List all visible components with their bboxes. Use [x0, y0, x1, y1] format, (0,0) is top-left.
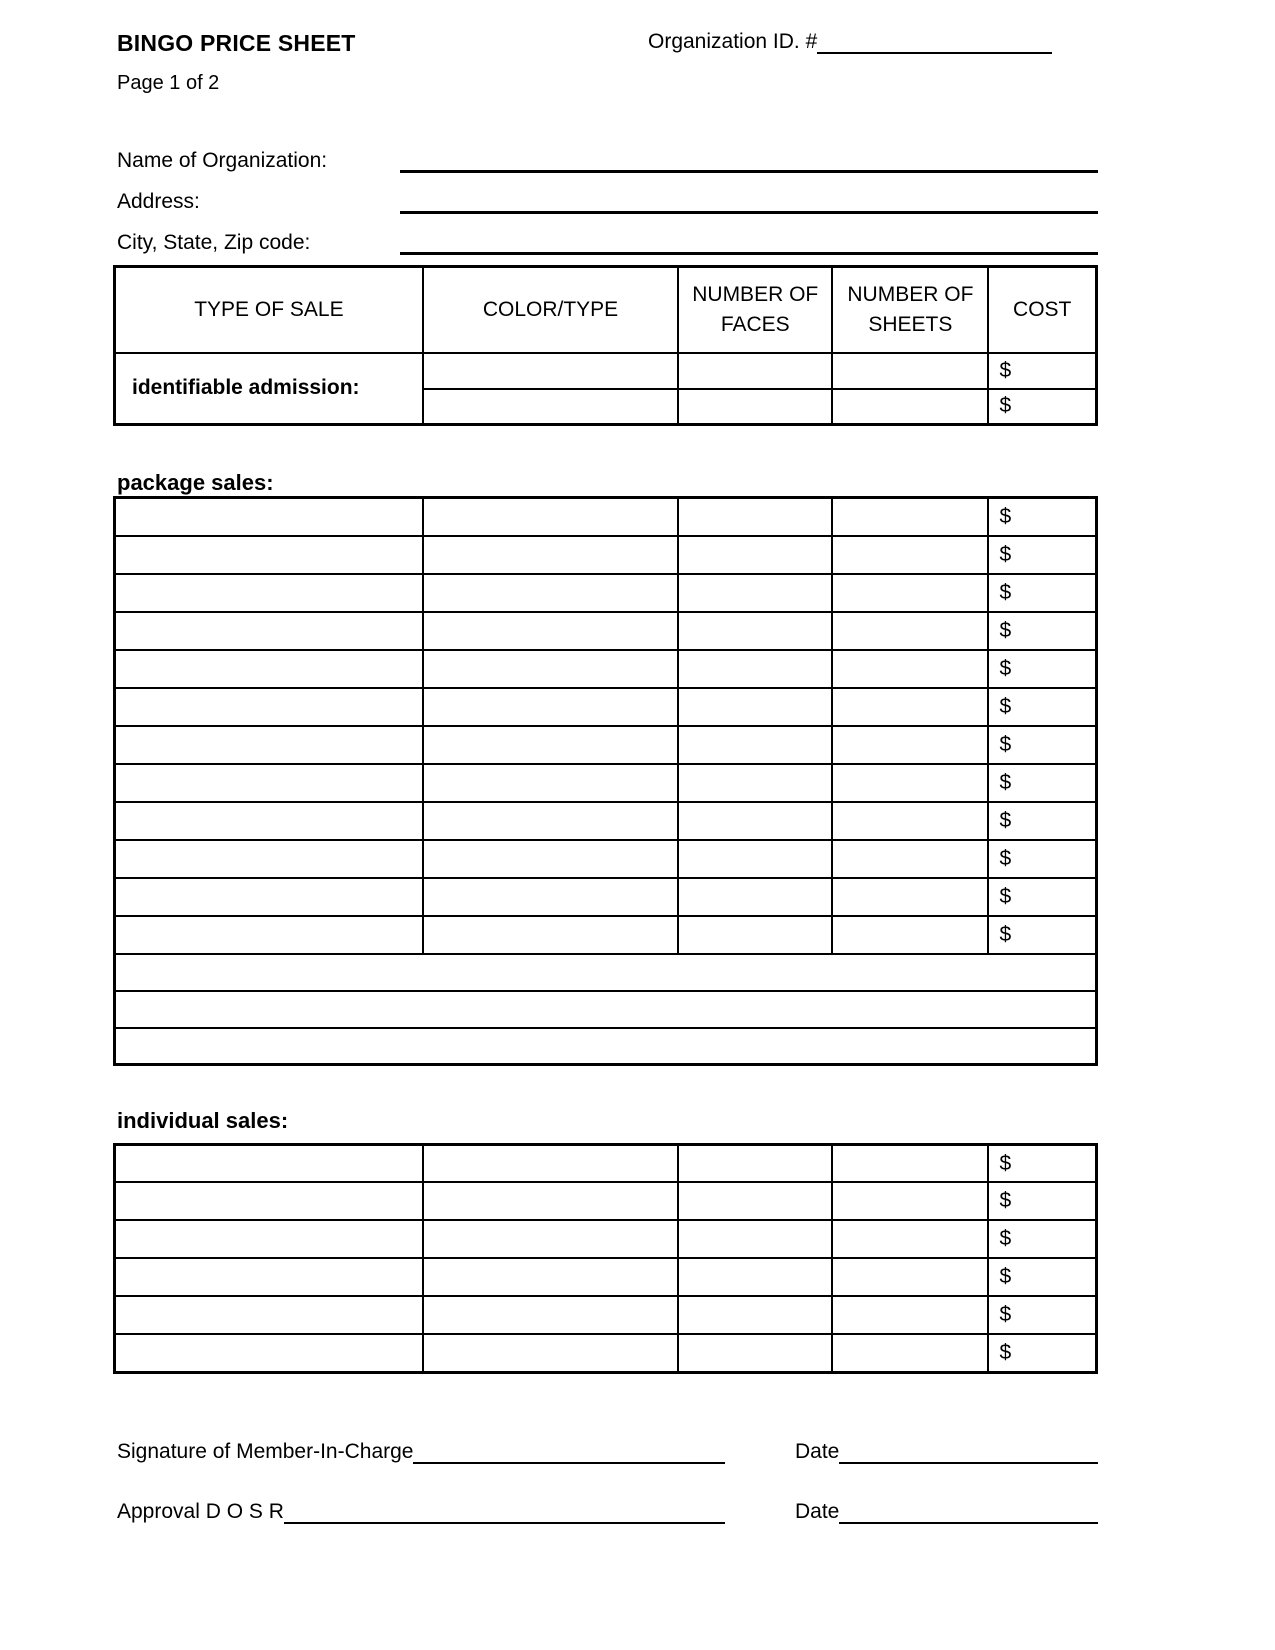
organization-id-label: Organization ID. # [648, 30, 818, 53]
faces-cell[interactable] [678, 764, 832, 802]
faces-cell[interactable] [678, 650, 832, 688]
cost-cell[interactable] [988, 498, 1096, 536]
color-type-cell[interactable] [423, 726, 678, 764]
approval-group [113, 1500, 725, 1524]
currency-symbol: $ [999, 1151, 1012, 1175]
color-type-cell[interactable] [423, 878, 678, 916]
cost-cell[interactable] [988, 353, 1096, 389]
cost-cell[interactable] [988, 802, 1096, 840]
faces-cell[interactable] [678, 1144, 832, 1182]
color-type-cell[interactable] [423, 1144, 678, 1182]
approval-date-group [795, 1500, 1098, 1524]
cost-cell[interactable] [988, 688, 1096, 726]
sheets-cell[interactable] [832, 650, 988, 688]
currency-symbol: $ [999, 884, 1012, 908]
type-of-sale-cell[interactable] [115, 916, 423, 954]
color-type-cell[interactable] [423, 612, 678, 650]
color-type-cell[interactable] [423, 536, 678, 574]
type-of-sale-cell[interactable] [115, 688, 423, 726]
faces-cell[interactable] [678, 1258, 832, 1296]
currency-symbol: $ [999, 770, 1012, 794]
color-type-cell[interactable] [423, 1220, 678, 1258]
identifiable-admission-label-cell [115, 353, 423, 425]
faces-cell[interactable] [678, 1220, 832, 1258]
field-label-address: Address: [117, 190, 200, 213]
currency-symbol: $ [999, 580, 1012, 604]
currency-symbol: $ [999, 358, 1012, 382]
note-cell[interactable] [115, 1028, 1097, 1065]
table-row [115, 1334, 1097, 1372]
signature-group [113, 1440, 725, 1464]
table-row [115, 650, 1097, 688]
sheets-cell[interactable] [832, 1144, 988, 1182]
faces-cell[interactable] [678, 878, 832, 916]
table-row [115, 916, 1097, 954]
sheets-cell[interactable] [832, 612, 988, 650]
header-number-of-sheets: NUMBER OF SHEETS [832, 267, 988, 353]
admission-table [113, 265, 1098, 426]
table-row [115, 353, 1097, 389]
table-row [115, 764, 1097, 802]
field-row-address [113, 173, 1098, 214]
table-row [115, 726, 1097, 764]
field-label-city-state-zip: City, State, Zip code: [117, 231, 311, 254]
currency-symbol: $ [999, 618, 1012, 642]
faces-cell[interactable] [678, 574, 832, 612]
color-type-cell[interactable] [423, 498, 678, 536]
faces-cell[interactable] [678, 1334, 832, 1372]
sheets-cell[interactable] [832, 1258, 988, 1296]
color-type-cell[interactable] [423, 650, 678, 688]
color-type-cell[interactable] [423, 1296, 678, 1334]
color-type-cell[interactable] [423, 574, 678, 612]
color-type-cell[interactable] [423, 353, 678, 389]
cost-cell[interactable] [988, 916, 1096, 954]
sheets-cell[interactable] [832, 1334, 988, 1372]
table-row [115, 840, 1097, 878]
package-sales-table [113, 496, 1098, 1066]
organization-id-line[interactable] [817, 30, 1052, 54]
color-type-cell[interactable] [423, 916, 678, 954]
cost-cell[interactable] [988, 1296, 1096, 1334]
approval-label: Approval D O S R [117, 1499, 284, 1523]
table-row [115, 991, 1097, 1028]
sheets-cell[interactable] [832, 1220, 988, 1258]
color-type-cell[interactable] [423, 1334, 678, 1372]
note-cell[interactable] [115, 991, 1097, 1028]
type-of-sale-cell[interactable] [115, 650, 423, 688]
signature-date-line[interactable] [839, 1440, 1098, 1464]
type-of-sale-cell[interactable] [115, 536, 423, 574]
cost-cell[interactable] [988, 1258, 1096, 1296]
sheets-cell[interactable] [832, 840, 988, 878]
sheets-cell[interactable] [832, 498, 988, 536]
cost-cell[interactable] [988, 764, 1096, 802]
cost-cell[interactable] [988, 536, 1096, 574]
currency-symbol: $ [999, 1341, 1012, 1365]
table-row [115, 498, 1097, 536]
color-type-cell[interactable] [423, 1182, 678, 1220]
table-row [115, 688, 1097, 726]
note-cell[interactable] [115, 954, 1097, 991]
type-of-sale-cell[interactable] [115, 498, 423, 536]
cost-cell[interactable] [988, 840, 1096, 878]
sheets-cell[interactable] [832, 802, 988, 840]
sheets-cell[interactable] [832, 353, 988, 389]
faces-cell[interactable] [678, 840, 832, 878]
table-row [115, 1258, 1097, 1296]
currency-symbol: $ [999, 1189, 1012, 1213]
date-label: Date [795, 1439, 840, 1463]
cost-cell[interactable] [988, 389, 1096, 425]
field-label-name-of-organization: Name of Organization: [117, 149, 328, 172]
sheets-cell[interactable] [832, 1296, 988, 1334]
field-row-city-state-zip [113, 214, 1098, 255]
header-type-of-sale: TYPE OF SALE [115, 267, 423, 353]
organization-id [648, 30, 1052, 54]
date-label: Date [795, 1499, 840, 1523]
type-of-sale-cell[interactable] [115, 802, 423, 840]
faces-cell[interactable] [678, 726, 832, 764]
type-of-sale-cell[interactable] [115, 1334, 423, 1372]
signature-label: Signature of Member-In-Charge [117, 1439, 414, 1463]
currency-symbol: $ [999, 808, 1012, 832]
faces-cell[interactable] [678, 612, 832, 650]
currency-symbol: $ [999, 732, 1012, 756]
field-line-name-of-organization[interactable] [400, 132, 1098, 173]
signature-row [113, 1436, 1098, 1464]
approval-line[interactable] [284, 1500, 725, 1524]
page-title: BINGO PRICE SHEET [117, 30, 356, 56]
page-number: Page 1 of 2 [117, 72, 220, 94]
color-type-cell[interactable] [423, 389, 678, 425]
cost-cell[interactable] [988, 1220, 1096, 1258]
sheets-cell[interactable] [832, 1182, 988, 1220]
cost-cell[interactable] [988, 574, 1096, 612]
sheets-cell[interactable] [832, 764, 988, 802]
sheets-cell[interactable] [832, 389, 988, 425]
type-of-sale-cell[interactable] [115, 612, 423, 650]
type-of-sale-cell[interactable] [115, 1220, 423, 1258]
faces-cell[interactable] [678, 688, 832, 726]
cost-cell[interactable] [988, 1144, 1096, 1182]
type-of-sale-cell[interactable] [115, 574, 423, 612]
type-of-sale-cell[interactable] [115, 764, 423, 802]
color-type-cell[interactable] [423, 802, 678, 840]
type-of-sale-cell[interactable] [115, 840, 423, 878]
color-type-cell[interactable] [423, 688, 678, 726]
approval-row [113, 1496, 1098, 1524]
identifiable-admission-label: identifiable admission: [132, 376, 360, 400]
currency-symbol: $ [999, 656, 1012, 680]
header [113, 30, 1098, 60]
header-color-type: COLOR/TYPE [423, 267, 678, 353]
table-row [115, 1144, 1097, 1182]
approval-date-line[interactable] [839, 1500, 1098, 1524]
signature-date-group [795, 1440, 1098, 1464]
color-type-cell[interactable] [423, 1258, 678, 1296]
table-row [115, 1182, 1097, 1220]
type-of-sale-cell[interactable] [115, 1296, 423, 1334]
currency-symbol: $ [999, 694, 1012, 718]
faces-cell[interactable] [678, 1182, 832, 1220]
cost-cell[interactable] [988, 1182, 1096, 1220]
color-type-cell[interactable] [423, 764, 678, 802]
cost-cell[interactable] [988, 726, 1096, 764]
faces-cell[interactable] [678, 536, 832, 574]
currency-symbol: $ [999, 846, 1012, 870]
type-of-sale-cell[interactable] [115, 1182, 423, 1220]
header-cost: COST [988, 267, 1096, 353]
individual-sales-table [113, 1143, 1098, 1374]
currency-symbol: $ [999, 922, 1012, 946]
package-sales-label: package sales: [117, 470, 274, 495]
table-row [115, 878, 1097, 916]
cost-cell[interactable] [988, 650, 1096, 688]
individual-sales-label: individual sales: [117, 1108, 289, 1134]
faces-cell[interactable] [678, 916, 832, 954]
faces-cell[interactable] [678, 1296, 832, 1334]
type-of-sale-cell[interactable] [115, 1258, 423, 1296]
signature-line[interactable] [413, 1440, 725, 1464]
color-type-cell[interactable] [423, 840, 678, 878]
field-row-name [113, 132, 1098, 173]
table-row [115, 574, 1097, 612]
type-of-sale-cell[interactable] [115, 1144, 423, 1182]
faces-cell[interactable] [678, 802, 832, 840]
currency-symbol: $ [999, 505, 1012, 529]
sheets-cell[interactable] [832, 878, 988, 916]
table-row [115, 536, 1097, 574]
faces-cell[interactable] [678, 389, 832, 425]
table-row [115, 1028, 1097, 1065]
field-line-address[interactable] [400, 173, 1098, 214]
sheets-cell[interactable] [832, 688, 988, 726]
table-row [115, 1220, 1097, 1258]
type-of-sale-cell[interactable] [115, 878, 423, 916]
sheets-cell[interactable] [832, 916, 988, 954]
organization-fields [113, 132, 1098, 255]
table-header-row [115, 267, 1097, 353]
faces-cell[interactable] [678, 498, 832, 536]
sheets-cell[interactable] [832, 536, 988, 574]
table-row [115, 1296, 1097, 1334]
cost-cell[interactable] [988, 878, 1096, 916]
table-row [115, 954, 1097, 991]
cost-cell[interactable] [988, 1334, 1096, 1372]
currency-symbol: $ [999, 1303, 1012, 1327]
currency-symbol: $ [999, 1265, 1012, 1289]
currency-symbol: $ [999, 1227, 1012, 1251]
faces-cell[interactable] [678, 353, 832, 389]
sheets-cell[interactable] [832, 726, 988, 764]
currency-symbol: $ [999, 394, 1012, 418]
type-of-sale-cell[interactable] [115, 726, 423, 764]
currency-symbol: $ [999, 542, 1012, 566]
field-line-city-state-zip[interactable] [400, 214, 1098, 255]
cost-cell[interactable] [988, 612, 1096, 650]
table-row [115, 802, 1097, 840]
sheets-cell[interactable] [832, 574, 988, 612]
header-number-of-faces: NUMBER OF FACES [678, 267, 832, 353]
table-row [115, 612, 1097, 650]
